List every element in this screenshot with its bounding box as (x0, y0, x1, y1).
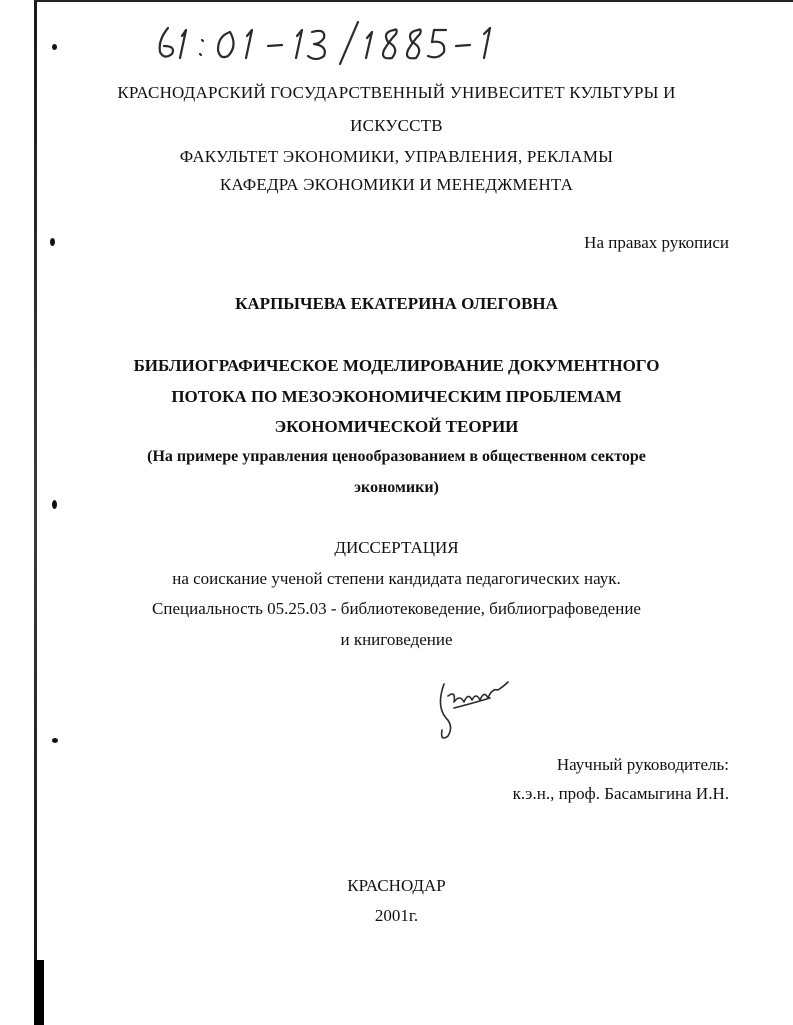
thesis-title-line2: ПОТОКА ПО МЕЗОЭКОНОМИЧЕСКИМ ПРОБЛЕМАМ (171, 387, 622, 406)
degree-line: на соискание ученой степени кандидата педагогических наук. (172, 569, 621, 588)
scan-speck (52, 44, 57, 50)
thesis-title-line1: БИБЛИОГРАФИЧЕСКОЕ МОДЕЛИРОВАНИЕ ДОКУМЕНТНОГО (133, 356, 660, 375)
specialty-line2: и книговедение (340, 630, 453, 649)
rights-note: На правах рукописи (584, 233, 729, 252)
institution-name-line2: ИСКУССТВ (350, 116, 443, 135)
supervisor-name: к.э.н., проф. Басамыгина И.Н. (512, 784, 729, 803)
department-name: КАФЕДРА ЭКОНОМИКИ И МЕНЕДЖМЕНТА (219, 175, 574, 194)
institution-name-line1: КРАСНОДАРСКИЙ ГОСУДАРСТВЕННЫЙ УНИВЕСИТЕТ КУЛЬТУРЫ И (117, 83, 676, 102)
scan-speck (50, 238, 55, 246)
handwritten-signature (430, 676, 530, 746)
author-name: КАРПЫЧЕВА ЕКАТЕРИНА ОЛЕГОВНА (235, 294, 558, 313)
thesis-subtitle-line1: (На примере управления ценообразованием в общественном секторе (147, 448, 646, 465)
handwritten-archive-number (150, 18, 530, 68)
scan-speck (52, 500, 57, 509)
scan-edge-mark (34, 960, 44, 1025)
thesis-subtitle-line2: экономики) (354, 479, 439, 496)
supervisor-label: Научный руководитель: (556, 755, 729, 774)
thesis-title-line3: ЭКОНОМИЧЕСКОЙ ТЕОРИИ (274, 417, 519, 436)
specialty-line1: Специальность 05.25.03 - библиотековедение, библиографоведение (152, 599, 641, 618)
work-type: ДИССЕРТАЦИЯ (334, 538, 459, 557)
scan-top-border (34, 0, 793, 2)
city: КРАСНОДАР (347, 876, 446, 895)
faculty-name: ФАКУЛЬТЕТ ЭКОНОМИКИ, УПРАВЛЕНИЯ, РЕКЛАМЫ (179, 147, 614, 166)
scan-speck (52, 738, 58, 743)
year: 2001г. (374, 906, 419, 925)
